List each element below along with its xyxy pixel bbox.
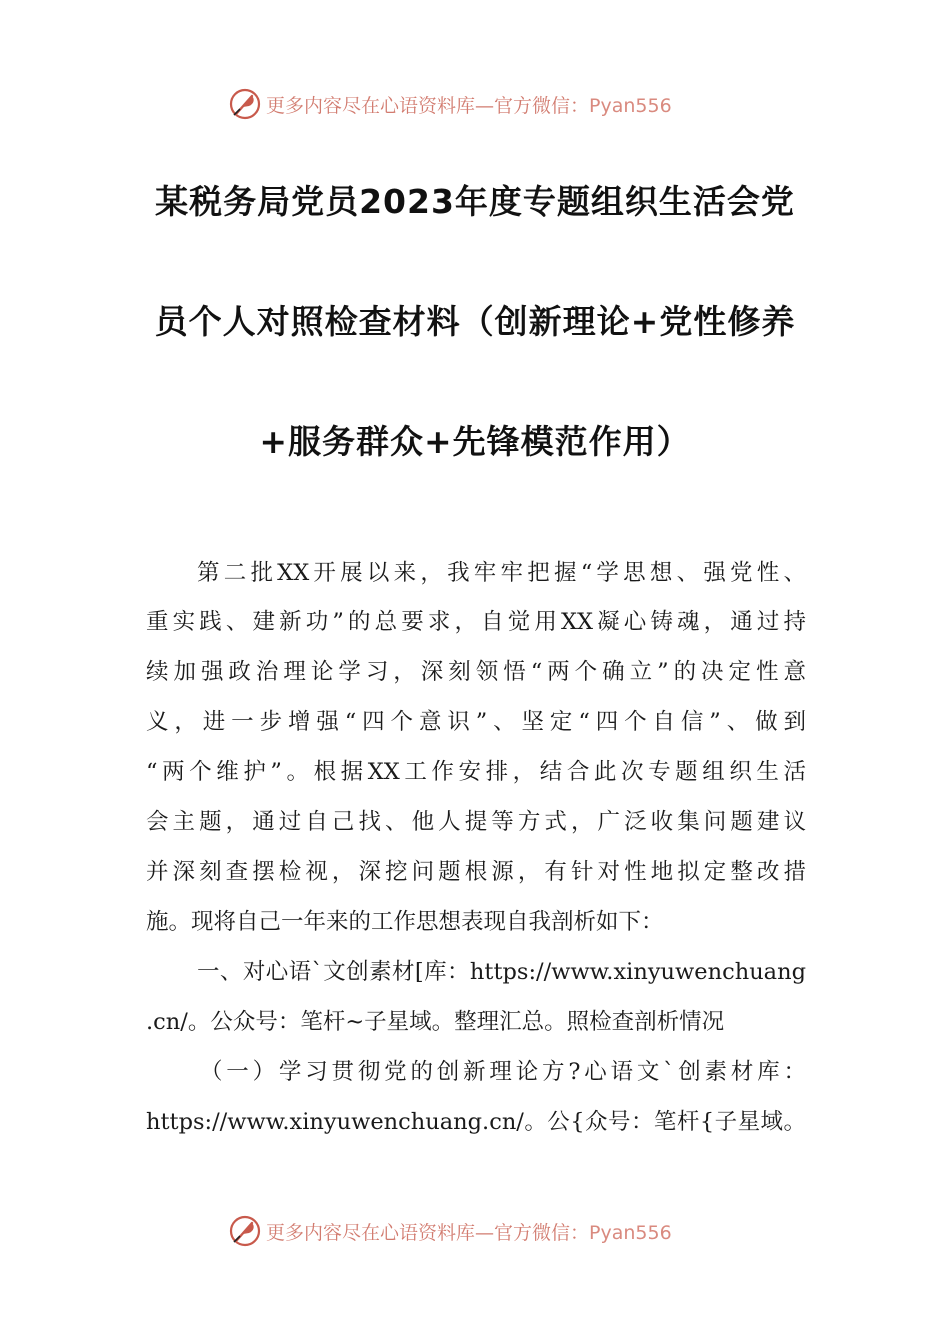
- body-line: 并深刻查摆检视，深挖问题根源，有针对性地拟定整改措: [146, 859, 806, 885]
- subsection-heading: （一）学习贯彻党的创新理论方?心语文`创素材库：: [200, 1059, 806, 1085]
- footer-watermark: [228, 1211, 748, 1251]
- body-line: 重实践、建新功”的总要求，自觉用XX凝心铸魂，通过持: [146, 609, 806, 635]
- body-line: 施。现将自己一年来的工作思想表现自我剖析如下：: [146, 909, 664, 935]
- section-heading: 一、对心语`文创素材[库：https://www.xinyuwenchuang: [197, 959, 806, 985]
- body-line: 义，进一步增强“四个意识”、坚定“四个自信”、做到: [146, 709, 806, 735]
- document-title-line-2: 员个人对照检查材料（创新理论+党性修养: [154, 302, 796, 341]
- body-line: 第二批XX开展以来，我牢牢把握“学思想、强党性、: [197, 560, 806, 586]
- body-line: 续加强政治理论学习，深刻领悟“两个确立”的决定性意: [146, 659, 806, 685]
- body-line: “两个维护”。根据XX工作安排，结合此次专题组织生活: [146, 759, 806, 785]
- body-line: .cn/。公众号：笔杆~子星域。整理汇总。照检查剖析情况: [146, 1009, 725, 1035]
- document-title-line-3: +服务群众+先锋模范作用）: [259, 422, 691, 461]
- document-title-line-1: 某税务局党员2023年度专题组织生活会党: [155, 182, 795, 221]
- watermark-wechat-id: Pyan556: [589, 94, 672, 117]
- quill-logo-icon: [228, 87, 262, 121]
- watermark-text: 更多内容尽在心语资料库—官方微信：Pyan556: [266, 1221, 672, 1244]
- quill-logo-icon: [228, 1214, 262, 1248]
- body-line: https://www.xinyuwenchuang.cn/。公{众号：笔杆{子星域。: [146, 1109, 806, 1135]
- body-line: 会主题，通过自己找、他人提等方式，广泛收集问题建议: [146, 809, 806, 835]
- header-watermark: [228, 84, 748, 124]
- watermark-text: 更多内容尽在心语资料库—官方微信：Pyan556: [266, 94, 672, 117]
- watermark-wechat-id: Pyan556: [589, 1221, 672, 1244]
